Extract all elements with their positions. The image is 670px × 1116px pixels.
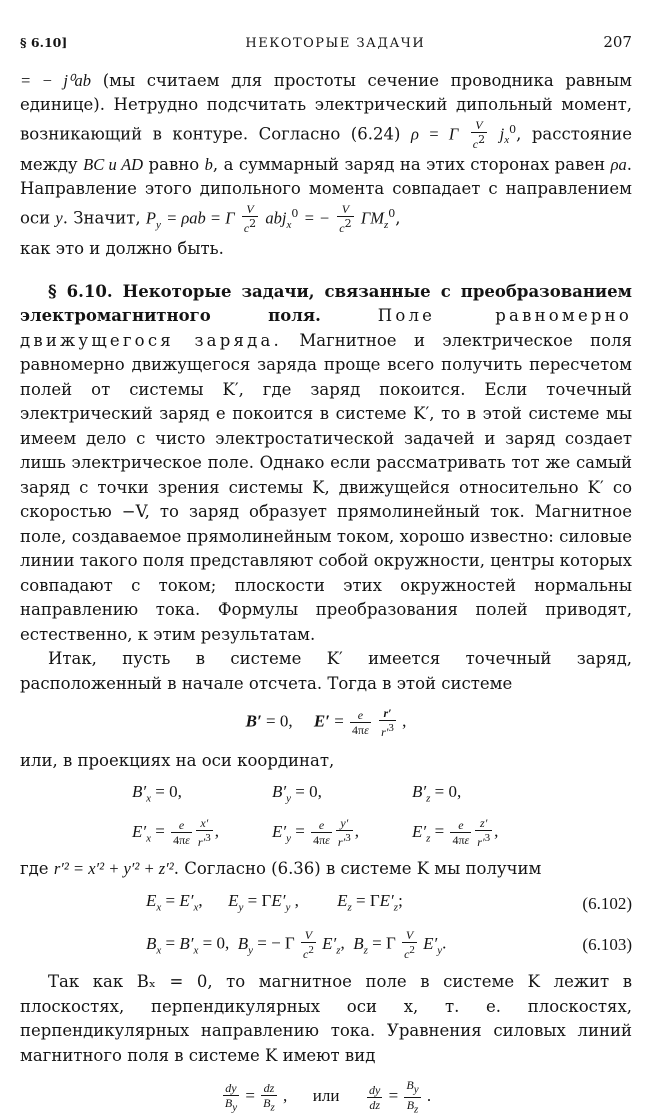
- formula-e-components: $E'_x$ = $\frac{e}{4\pi\varepsilon}$ $\frac{x'}{r'^3}$ , $E'_y$ = $\frac{e}{4\pi\varepsilon}$ $\frac{y'}{r'^3}$ , $E'_z$ = $\frac{e}{4\pi\varepsilon}$ $\frac{z'}{r'^3}$ ,: [132, 816, 499, 850]
- equation-number-103: (6.103): [582, 935, 632, 955]
- running-head: [20, 30, 632, 57]
- equation-6-103: $B_x = B'_x = 0$, $B_y$ = − Γ $\frac{V}{c^2}$ $E'_z$, $B_z = \Gamma$ $\frac{V}{c^2}$ $E'_y$. (6.103): [146, 928, 632, 962]
- paragraph-6: Так как Bₓ = 0, то магнитное поле в системе K лежит в плоскостях, перпендикулярных оси x, т. е. плоскостях, перпендикулярных направлению тока. Уравнения силовых линий магнитного поля в системе K имеют вид: [20, 972, 632, 1065]
- page-number: 207: [603, 33, 632, 51]
- section-paragraph: § 6.10. Некоторые задачи, связанные с преобразованием электромагнитного поля. Поле равномерно движущегося заряда. Магнитное и электрическое поля равномерно движущегося заряда проще всего получить пересчетом полей от системы K′, где заряд покоится. Если точечный электрический заряд e покоится в системе K′, то в этой системе мы имеем дело с чисто электростатической задачей и заряд создает лишь электрическое поле. Однако если рассматривать тот же самый заряд с точки зрения системы K, движущейся относительно K′ со скоростью −V, то заряд образует прямолинейный ток. Магнитное поле, создаваемое прямолинейным током, хорошо известно: силовые линии такого поля представляют собой окружности, центры которых совпадают с током; плоскости этих окружностей нормальны направлению тока. Формулы преобразования полей приводят, естественно, к этим результатам.: [20, 281, 633, 644]
- paragraph-1: = − j⁰ab (мы считаем для простоты сечение проводника равным единице). Нетрудно подсчитать электрический дипольный момент, возникающий в контуре. Согласно (6.24) ρ = Γ $\frac{V}{c^2}$ $j_x^0$, расстояние между BC и AD равно b, а суммарный заряд на этих сторонах равен ρa. Направление этого дипольного момента совпадает с направлением оси y. Значит, $P_y = \rho ab = \Gamma$ $\frac{V}{c^2}$ abj$_x^0$ = − $\frac{V}{c^2}$ $\Gamma M_z^0$,: [20, 70, 632, 236]
- math-rho: ρ = Γ: [410, 124, 459, 143]
- equation-6-102: $E_x = E'_x$, $E_y = \Gamma E'_y$ , $E_z = \Gamma E'_z$; (6.102): [20, 889, 632, 920]
- math-jab: = − j⁰ab: [20, 70, 92, 90]
- paragraph-5: где r′² = x′² + y′² + z′². Согласно (6.36) в системе K мы получим: [20, 858, 542, 878]
- or-word: или: [312, 1086, 340, 1106]
- formula-b-e-prime: B′ = 0, E′ = $\frac{e}{4\pi\varepsilon}$ $\frac{r'}{r'^3}$ ,: [245, 706, 407, 740]
- formula-field-lines: $\frac{dy}{B_y}$ = $\frac{dz}{B_z}$ , или $\frac{dy}{dz}$ = $\frac{B_y}{B_z}$ .: [224, 1078, 432, 1116]
- formula-b-components: $B'_x = 0$, $B'_y = 0$, $B'_z = 0$,: [132, 781, 462, 804]
- paragraph-4: или, в проекциях на оси координат,: [20, 751, 335, 771]
- paragraph-3: Итак, пусть в системе K′ имеется точечный заряд, расположенный в начале отсчета. Тогда в этой системе: [20, 649, 632, 693]
- paragraph-1-end: как это и должно быть.: [20, 239, 224, 259]
- subsection-spaced-title: Поле равномерно движущегося заряда.: [20, 306, 633, 350]
- section-ref: § 6.10]: [20, 35, 68, 50]
- equation-number-102: (6.102): [582, 894, 632, 914]
- fraction-v-c2: $\frac{V}{c^2}$: [472, 118, 486, 151]
- section-heading: § 6.10. Некоторые задачи, связанные с преобразованием электромагнитного поля.: [20, 281, 632, 326]
- chapter-title: НЕКОТОРЫЕ ЗАДАЧИ: [245, 36, 426, 51]
